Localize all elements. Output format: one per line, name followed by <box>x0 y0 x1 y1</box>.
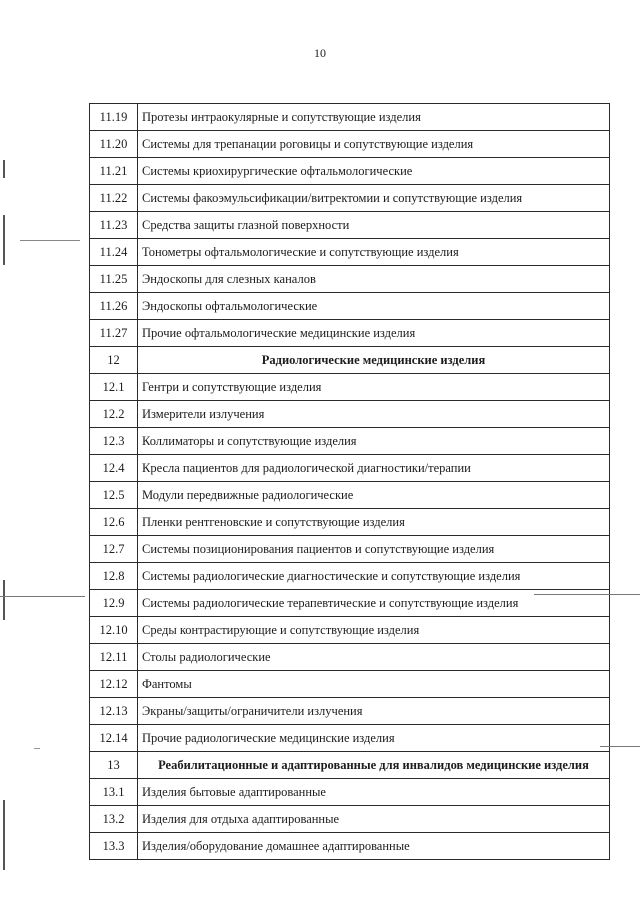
table-row <box>90 671 610 698</box>
row-description: Изделия бытовые адаптированные <box>138 779 610 806</box>
row-description: Системы факоэмульсификации/витректомии и сопутствующие изделия <box>138 185 610 212</box>
table-row <box>90 239 610 266</box>
row-number: 12.2 <box>90 401 138 428</box>
row-number: 12.9 <box>90 590 138 617</box>
row-description: Прочие офтальмологические медицинские изделия <box>138 320 610 347</box>
table-row <box>90 833 610 860</box>
row-number: 11.26 <box>90 293 138 320</box>
row-number: 12.10 <box>90 617 138 644</box>
section-title: Реабилитационные и адаптированные для инвалидов медицинские изделия <box>138 752 610 779</box>
row-description: Системы радиологические терапевтические и сопутствующие изделия <box>138 590 610 617</box>
table-row <box>90 590 610 617</box>
row-number: 11.19 <box>90 104 138 131</box>
table-row <box>90 320 610 347</box>
row-number: 13.1 <box>90 779 138 806</box>
table-row <box>90 806 610 833</box>
scan-artifact <box>3 215 5 265</box>
row-number: 11.24 <box>90 239 138 266</box>
table-row <box>90 401 610 428</box>
row-description: Среды контрастирующие и сопутствующие изделия <box>138 617 610 644</box>
scan-artifact <box>534 594 640 595</box>
row-number: 12.3 <box>90 428 138 455</box>
table-row <box>90 779 610 806</box>
row-number: 13.2 <box>90 806 138 833</box>
row-description: Прочие радиологические медицинские изделия <box>138 725 610 752</box>
row-description: Изделия/оборудование домашнее адаптированные <box>138 833 610 860</box>
row-number: 11.25 <box>90 266 138 293</box>
row-description: Экраны/защиты/ограничители излучения <box>138 698 610 725</box>
table-row <box>90 104 610 131</box>
row-description: Коллиматоры и сопутствующие изделия <box>138 428 610 455</box>
row-number: 12.14 <box>90 725 138 752</box>
table-row <box>90 455 610 482</box>
section-row <box>90 752 610 779</box>
row-description: Эндоскопы для слезных каналов <box>138 266 610 293</box>
section-title: Радиологические медицинские изделия <box>138 347 610 374</box>
table-row <box>90 482 610 509</box>
row-number: 12.4 <box>90 455 138 482</box>
row-number: 12.6 <box>90 509 138 536</box>
scan-artifact <box>3 160 5 178</box>
row-description: Измерители излучения <box>138 401 610 428</box>
page-number: 10 <box>314 46 326 60</box>
row-description: Изделия для отдыха адаптированные <box>138 806 610 833</box>
table-row <box>90 536 610 563</box>
row-description: Протезы интраокулярные и сопутствующие изделия <box>138 104 610 131</box>
table-row <box>90 293 610 320</box>
row-number: 12 <box>90 347 138 374</box>
row-number: 11.21 <box>90 158 138 185</box>
row-description: Системы для трепанации роговицы и сопутствующие изделия <box>138 131 610 158</box>
table-row <box>90 644 610 671</box>
table-row <box>90 185 610 212</box>
scan-artifact <box>0 596 85 597</box>
scan-artifact <box>3 800 5 870</box>
table-row <box>90 158 610 185</box>
table-row <box>90 509 610 536</box>
table-row <box>90 212 610 239</box>
row-number: 12.7 <box>90 536 138 563</box>
table-row <box>90 131 610 158</box>
row-description: Пленки рентгеновские и сопутствующие изделия <box>138 509 610 536</box>
row-description: Тонометры офтальмологические и сопутствующие изделия <box>138 239 610 266</box>
row-number: 12.5 <box>90 482 138 509</box>
row-number: 11.20 <box>90 131 138 158</box>
table-row <box>90 725 610 752</box>
section-row <box>90 347 610 374</box>
row-number: 12.11 <box>90 644 138 671</box>
table-row <box>90 428 610 455</box>
table-row <box>90 617 610 644</box>
scan-artifact <box>34 748 40 749</box>
row-description: Фантомы <box>138 671 610 698</box>
table-row <box>90 374 610 401</box>
row-number: 12.12 <box>90 671 138 698</box>
row-description: Гентри и сопутствующие изделия <box>138 374 610 401</box>
scan-artifact <box>600 746 640 747</box>
scan-artifact <box>20 240 80 241</box>
row-description: Системы радиологические диагностические и сопутствующие изделия <box>138 563 610 590</box>
row-number: 11.27 <box>90 320 138 347</box>
row-description: Столы радиологические <box>138 644 610 671</box>
row-description: Эндоскопы офтальмологические <box>138 293 610 320</box>
row-description: Модули передвижные радиологические <box>138 482 610 509</box>
row-description: Системы позиционирования пациентов и сопутствующие изделия <box>138 536 610 563</box>
table-row <box>90 266 610 293</box>
row-description: Кресла пациентов для радиологической диагностики/терапии <box>138 455 610 482</box>
row-description: Системы криохирургические офтальмологические <box>138 158 610 185</box>
row-description: Средства защиты глазной поверхности <box>138 212 610 239</box>
row-number: 12.13 <box>90 698 138 725</box>
table-row <box>90 698 610 725</box>
row-number: 12.8 <box>90 563 138 590</box>
row-number: 13.3 <box>90 833 138 860</box>
table-row <box>90 563 610 590</box>
device-classification-table <box>89 103 610 860</box>
table-body <box>90 104 610 860</box>
row-number: 13 <box>90 752 138 779</box>
scan-artifact <box>3 580 5 620</box>
row-number: 12.1 <box>90 374 138 401</box>
row-number: 11.22 <box>90 185 138 212</box>
row-number: 11.23 <box>90 212 138 239</box>
